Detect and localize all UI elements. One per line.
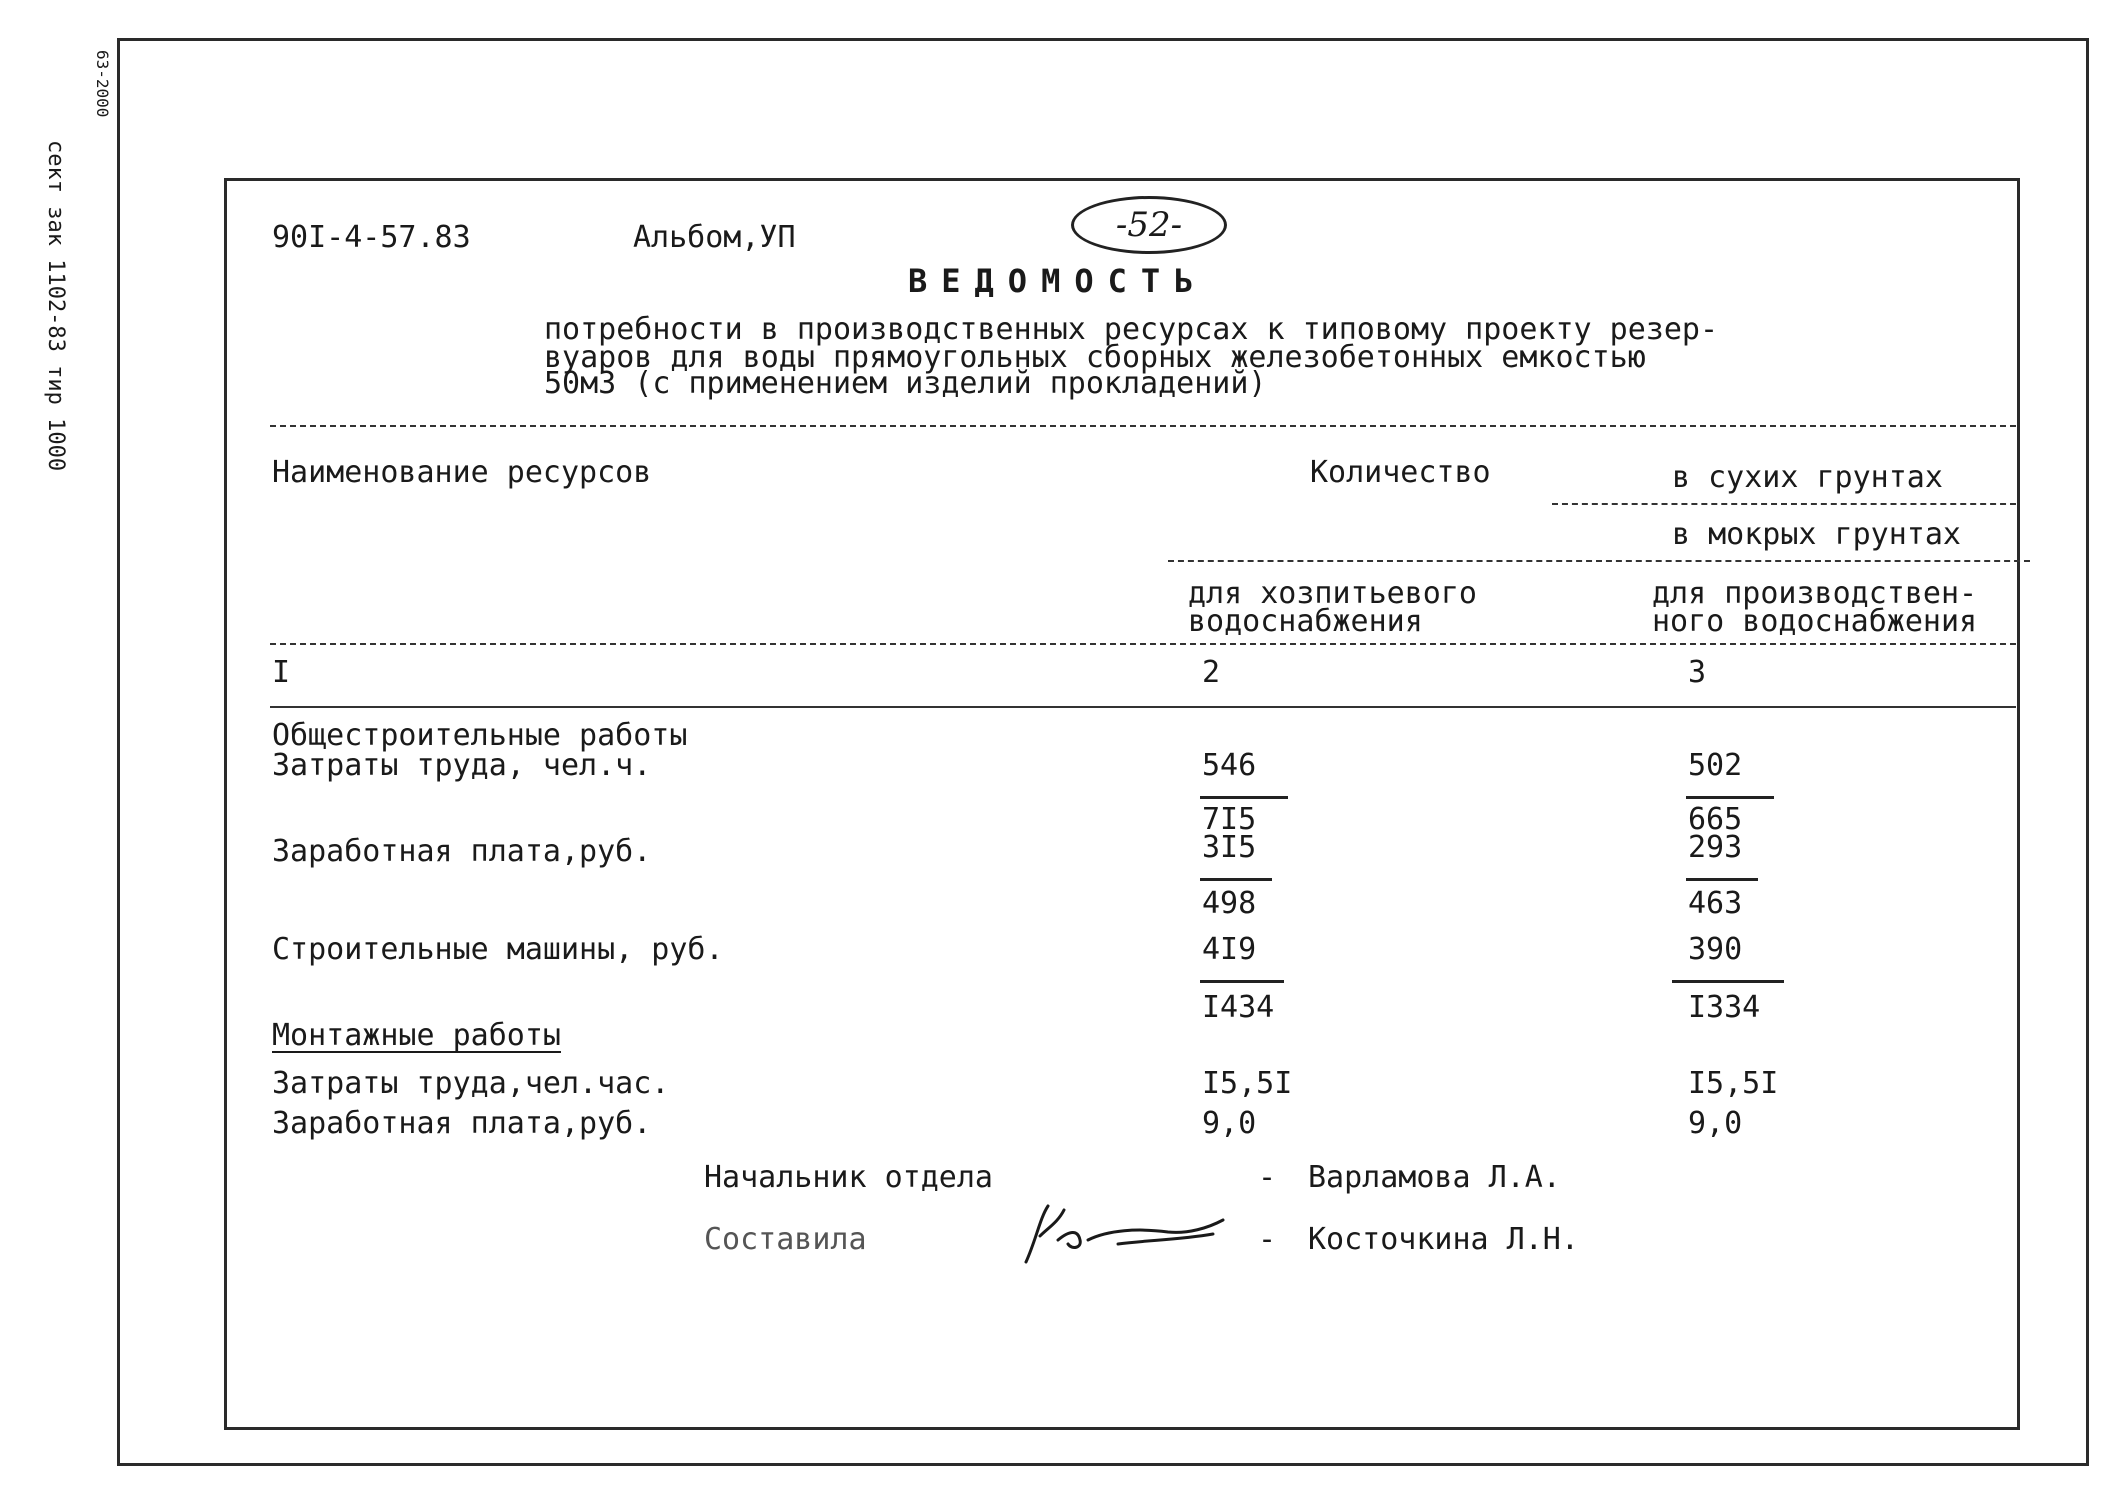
col2-subheader-line2: водоснабжения xyxy=(1188,604,1423,639)
wage-col2-top: 3I5 xyxy=(1202,830,1257,865)
subtitle-line-2: вуаров для воды прямоугольных сборных железобетонных емкостью xyxy=(544,340,1646,375)
compiler-name: Косточкина Л.Н. xyxy=(1308,1222,1579,1257)
col3-subheader-line1: для производствен- xyxy=(1652,576,1978,611)
col-qty-header: Количество xyxy=(1310,455,1491,490)
labor-col2-top: 546 xyxy=(1202,748,1257,783)
labor-label: Затраты труда, чел.ч. xyxy=(272,748,652,783)
machines-col2-bottom: I434 xyxy=(1202,990,1275,1025)
machines-col3-top: 390 xyxy=(1688,932,1743,967)
labor-col3-fraction-line xyxy=(1686,796,1774,799)
wage-label: Заработная плата,руб. xyxy=(272,834,652,869)
section-general-works: Общестроительные работы xyxy=(272,718,688,753)
wage-col3-bottom: 463 xyxy=(1688,886,1743,921)
section-installation-works: Монтажные работы xyxy=(272,1018,561,1053)
machines-col2-top: 4I9 xyxy=(1202,932,1257,967)
album-label: Альбом,УП xyxy=(633,220,796,255)
col-number-3: 3 xyxy=(1688,655,1707,690)
col-number-1: I xyxy=(272,655,291,690)
numbering-bottom-rule xyxy=(270,706,2016,708)
installation-labor-col3: I5,5I xyxy=(1688,1066,1779,1101)
doc-code: 90I-4-57.83 xyxy=(272,220,471,255)
document-title: ВЕДОМОСТЬ xyxy=(908,262,1208,300)
subtitle-line-3: 50м3 (с применением изделий прокладений) xyxy=(544,366,1267,401)
qty-divider-rule xyxy=(1552,503,2016,505)
machines-col2-fraction-line xyxy=(1200,980,1284,983)
installation-wage-col2: 9,0 xyxy=(1202,1106,1257,1141)
labor-col2-bottom: 7I5 xyxy=(1202,802,1257,837)
qty-dry-header: в сухих грунтах xyxy=(1672,460,1943,495)
col2-subheader-line1: для хозпитьевого xyxy=(1188,576,1477,611)
header-top-rule xyxy=(270,425,2016,427)
col3-subheader-line2: ного водоснабжения xyxy=(1652,604,1978,639)
side-stamp: сект зак 1102-83 тир 1000 xyxy=(43,140,68,472)
compiler-role: Составила xyxy=(704,1222,867,1257)
machines-label: Строительные машины, руб. xyxy=(272,932,724,967)
labor-col3-top: 502 xyxy=(1688,748,1743,783)
installation-labor-label: Затраты труда,чел.час. xyxy=(272,1066,670,1101)
compiler-dash: - xyxy=(1258,1222,1277,1257)
qty-bottom-rule xyxy=(1168,560,2030,562)
labor-col3-bottom: 665 xyxy=(1688,802,1743,837)
installation-wage-label: Заработная плата,руб. xyxy=(272,1106,652,1141)
subtitle-line-1: потребности в производственных ресурсах к типовому проекту резер- xyxy=(544,312,1718,347)
col-number-2: 2 xyxy=(1202,655,1221,690)
wage-col2-bottom: 498 xyxy=(1202,886,1257,921)
signature-icon xyxy=(1018,1200,1228,1270)
head-dash: - xyxy=(1258,1160,1277,1195)
wage-col3-top: 293 xyxy=(1688,830,1743,865)
page-number-stamp xyxy=(1071,196,1227,254)
wage-col3-fraction-line xyxy=(1686,878,1758,881)
head-name: Варламова Л.А. xyxy=(1308,1160,1561,1195)
head-role: Начальник отдела xyxy=(704,1160,993,1195)
wage-col2-fraction-line xyxy=(1200,878,1272,881)
labor-col2-fraction-line xyxy=(1200,796,1288,799)
col-name-header: Наименование ресурсов xyxy=(272,455,652,490)
machines-col3-bottom: I334 xyxy=(1688,990,1761,1025)
page-mark: -52- xyxy=(1115,205,1183,245)
installation-labor-col2: I5,5I xyxy=(1202,1066,1293,1101)
installation-wage-col3: 9,0 xyxy=(1688,1106,1743,1141)
subheader-bottom-rule xyxy=(270,643,2016,645)
qty-wet-header: в мокрых грунтах xyxy=(1672,517,1961,552)
top-code: 63-2000 xyxy=(93,50,112,118)
handwritten-signature xyxy=(1018,1200,1228,1274)
machines-col3-fraction-line xyxy=(1672,980,1784,983)
